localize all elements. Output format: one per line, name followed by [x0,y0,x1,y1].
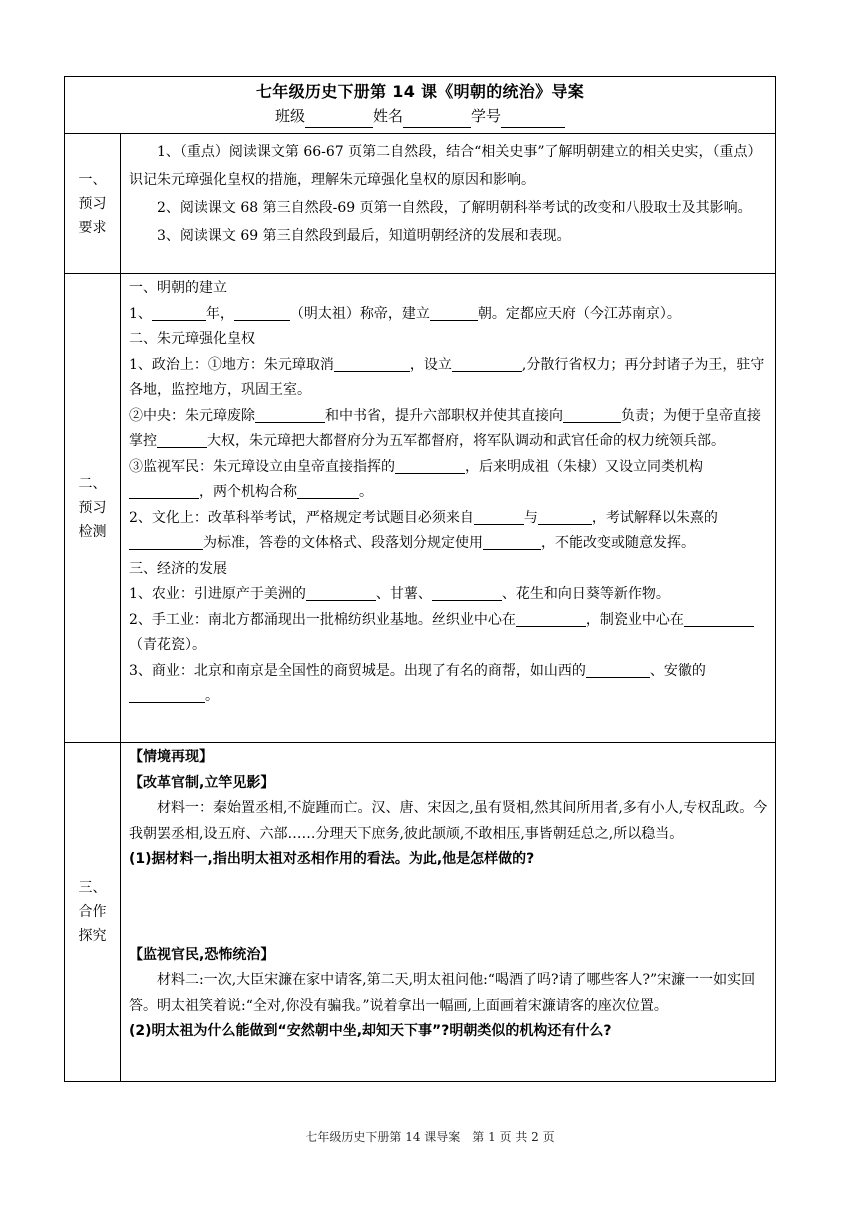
blank-field[interactable] [586,660,650,678]
question-line: 1、农业：引进原产于美洲的 、甘薯、 、花生和向日葵等新作物。 [129,582,769,608]
label-line: 要求 [78,219,107,236]
question-line: 2、文化上：改革科举考试，严格规定考试题目必须来自 与 ，考试解释以朱熹的为标准，答卷的文体格式、段落划分规定使用 ，不能改变或随意发挥。 [129,506,769,557]
blank-field[interactable] [538,507,592,525]
label-line: 合作 [78,903,107,920]
heading-surveillance: 【监视官民,恐怖统治】 [129,946,275,963]
blank-field[interactable] [432,583,502,601]
blank-field[interactable] [297,481,359,499]
heading-ming-founding: 一、明朝的建立 [129,280,227,296]
label-line: 检测 [78,524,107,540]
question-line: ②中央：朱元璋废除 和中书省，提升六部职权并使其直接向 负责；为便于皇帝直接掌控 大权，朱元璋把大都督府分为五军都督府，将军队调动和武官任命的权力统领兵部。 [129,404,769,455]
class-label: 班级 [274,107,305,125]
worksheet [64,76,774,1082]
worksheet-table [64,76,776,1082]
student-info-line [65,104,775,128]
cooperative-inquiry-content [121,743,776,1082]
blank-field[interactable] [306,583,376,601]
blank-field[interactable] [152,303,206,321]
preview-check-content [121,274,776,743]
blank-field[interactable] [255,405,325,423]
label-line: 三、 [78,879,107,896]
answer-space[interactable] [129,873,769,943]
question-line: 1、政治上：①地方：朱元璋取消 ，设立 ,分散行省权力；再分封诸子为王，驻守各地，监控地方，巩固王室。 [129,353,769,404]
blank-field[interactable] [129,685,205,703]
question-one: (1)据材料一,指出明太祖对丞相作用的看法。为此,他是怎样做的? [129,851,535,867]
heading-reform: 【改革官制,立竿见影】 [129,774,275,791]
page-footer: 七年级历史下册第 14 课导案 第 1 页 共 2 页 [305,1130,555,1144]
label-line: 二、 [78,476,107,492]
blank-field[interactable] [157,430,207,448]
material-one: 材料一：秦始置丞相,不旋踵而亡。汉、唐、宋因之,虽有贤相,然其间所用者,多有小人,专权乱政。今我朝罢丞相,设五府、六部……分理天下庶务,彼此颉颃,不敢相压,事皆朝廷总之,所以稳当。 [129,800,768,842]
class-field[interactable] [305,111,373,128]
blank-field[interactable] [234,303,290,321]
preview-requirements-content [121,134,776,274]
material-two: 材料二:一次,大臣宋濂在家中请客,第二天,明太祖问他:“喝酒了吗?请了哪些客人?”宋濂一一如实回答。明太祖笑着说:“全对,你没有骗我。”说着拿出一幅画,上面画着宋濂请客的座次位置。 [129,972,756,1014]
blank-field[interactable] [474,507,524,525]
answer-space[interactable] [129,1045,769,1079]
page-title: 七年级历史下册第 14 课《明朝的统治》导案 [256,82,585,101]
label-line: 一、 [78,171,107,188]
label-line: 预习 [78,500,107,516]
heading-economy: 三、经济的发展 [129,560,227,577]
requirement-item: 3、阅读课文 69 第三自然段到最后，知道明朝经济的发展和表现。 [157,228,571,244]
question-line: ③监视军民：朱元璋设立由皇帝直接指挥的 ，后来明成祖（朱棣）又设立同类机构，两个机构合称 。 [129,455,769,506]
blank-field[interactable] [483,532,541,550]
section-label-cooperative-inquiry [65,743,121,1082]
name-label: 姓名 [373,107,404,125]
name-field[interactable] [403,111,471,128]
question-line: 1、 年， （明太祖）称帝，建立 朝。定都应天府（今江苏南京）。 [129,302,769,328]
blank-field[interactable] [452,354,522,372]
blank-field[interactable] [684,609,754,627]
question-line: 2、手工业：南北方都涌现出一批棉纺织业基地。丝织业中心在 ，制瓷业中心在（青花瓷）。 [129,608,769,659]
blank-field[interactable] [129,481,199,499]
requirement-item: 2、阅读课文 68 第三自然段-69 页第一自然段，了解明朝科举考试的改变和八股取士及其影响。 [157,200,752,216]
header-cell [65,77,776,134]
question-line: 3、商业：北京和南京是全国性的商贸城是。出现了有名的商帮，如山西的 、安徽的。 [129,659,769,710]
heading-strengthen-power: 二、朱元璋强化皇权 [129,331,255,347]
blank-field[interactable] [334,354,410,372]
number-label: 学号 [471,107,502,125]
label-line: 探究 [78,927,107,944]
label-line: 预习 [78,195,107,212]
blank-field[interactable] [516,609,586,627]
blank-field[interactable] [430,303,478,321]
number-field[interactable] [501,111,565,128]
section-label-preview-requirements [65,134,121,274]
blank-field[interactable] [563,405,621,423]
blank-field[interactable] [129,532,203,550]
section-label-preview-check [65,274,121,743]
requirement-item: 1、（重点）阅读课文第 66-67 页第二自然段，结合“相关史事”了解明朝建立的相关史实，（重点）识记朱元璋强化皇权的措施，理解朱元璋强化皇权的原因和影响。 [129,144,762,188]
heading-scene: 【情境再现】 [129,749,213,765]
question-two: (2)明太祖为什么能做到“安然朝中坐,却知天下事”?明朝类似的机构还有什么? [129,1023,612,1039]
blank-field[interactable] [395,456,465,474]
